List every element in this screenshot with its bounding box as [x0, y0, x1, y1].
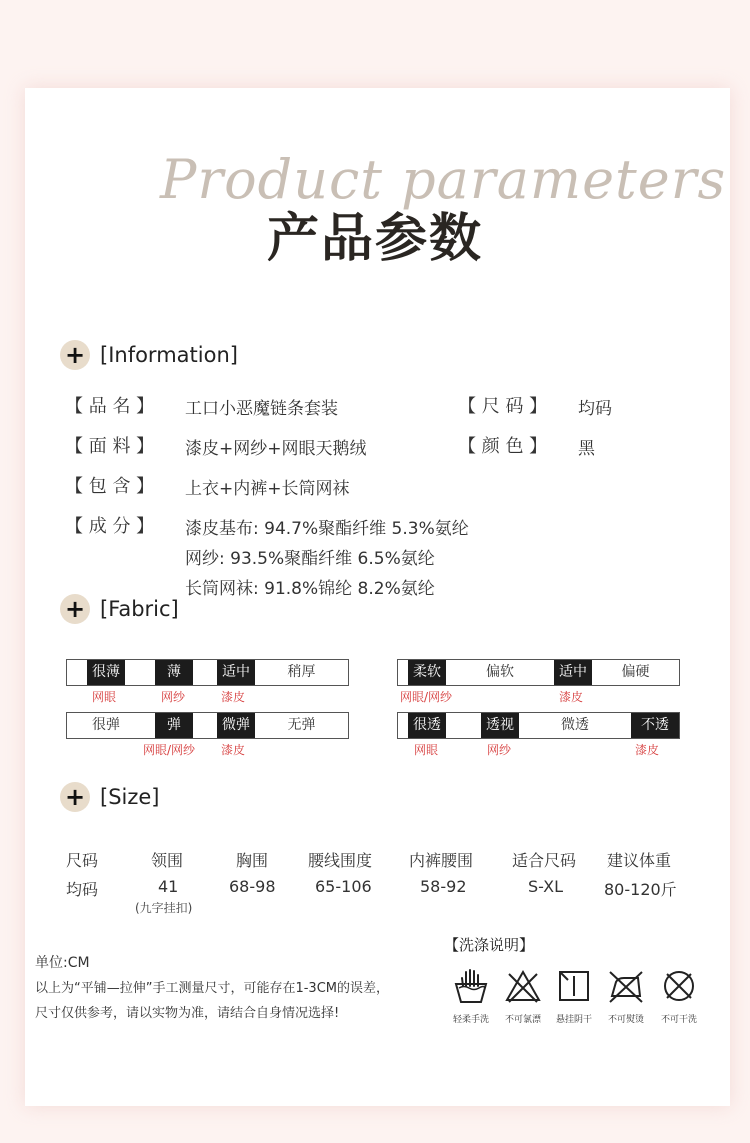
care-hand-wash — [448, 966, 494, 1025]
scale-cell: 透视 — [481, 713, 519, 738]
size-value: 58-92 — [420, 877, 467, 896]
scale-note: 网纱 — [161, 690, 186, 704]
size-value: S-XL — [528, 877, 564, 896]
care-no-iron — [603, 966, 649, 1025]
scale-elasticity — [66, 712, 349, 739]
hang-dry-shade-icon — [554, 966, 594, 1006]
scale-note: 网眼/网纱 — [400, 690, 453, 704]
page-title: 产品参数 — [266, 209, 483, 269]
scale-cell: 适中 — [217, 660, 255, 685]
size-header: 建议体重 — [607, 851, 672, 870]
size-header: 适合尺码 — [512, 851, 577, 870]
scale-thickness — [66, 659, 349, 686]
size-value: 均码 — [66, 880, 99, 899]
measure-note-1: 以上为“平铺—拉伸”手工测量尺寸，可能存在1-3CM的误差， — [35, 981, 389, 996]
section-title: [Information] — [100, 343, 238, 367]
scale-note: 网眼/网纱 — [143, 743, 196, 757]
care-label: 轻柔手洗 — [452, 1015, 489, 1025]
no-iron-icon — [606, 966, 646, 1006]
care-label: 不可干洗 — [660, 1015, 697, 1025]
section-title: [Fabric] — [100, 597, 179, 621]
section-information — [60, 340, 238, 370]
size-value: 41 — [158, 877, 179, 896]
value-baohan: 上衣+内裤+长筒网袜 — [185, 479, 350, 499]
scale-cell: 很薄 — [87, 660, 125, 685]
scale-cell: 适中 — [554, 660, 592, 685]
scale-note: 漆皮 — [221, 743, 246, 757]
scale-cell: 弹 — [155, 713, 193, 738]
key-baohan: 【 包 含 】 — [65, 476, 155, 497]
no-dry-clean-icon — [659, 966, 699, 1006]
scale-note: 漆皮 — [635, 743, 660, 757]
scale-cell: 很透 — [408, 713, 446, 738]
scale-cell: 薄 — [155, 660, 193, 685]
care-no-bleach — [500, 966, 546, 1025]
size-header: 领围 — [151, 851, 184, 870]
scale-cell: 微弹 — [217, 713, 255, 738]
value-chengfen-3: 长筒网袜: 91.8%锦纶 8.2%氨纶 — [185, 579, 435, 599]
value-chengfen-2: 网纱: 93.5%聚酯纤维 6.5%氨纶 — [185, 549, 435, 569]
size-header: 尺码 — [66, 851, 99, 870]
key-chengfen: 【 成 分 】 — [65, 516, 155, 537]
key-chima: 【 尺 码 】 — [458, 396, 548, 417]
size-header: 胸围 — [236, 851, 269, 870]
size-header: 腰线围度 — [308, 851, 373, 870]
scale-cell: 偏软 — [486, 664, 514, 680]
value-yanse: 黑 — [578, 439, 595, 459]
scale-note: 漆皮 — [559, 690, 584, 704]
scale-cell: 微透 — [561, 717, 589, 733]
section-fabric — [60, 594, 179, 624]
key-mianliao: 【 面 料 】 — [65, 436, 155, 457]
key-pinming: 【 品 名 】 — [65, 396, 155, 417]
size-value: 65-106 — [315, 877, 372, 896]
size-value: 80-120斤 — [604, 880, 677, 899]
script-title: Product parameters — [160, 148, 727, 211]
care-label: 悬挂阴干 — [555, 1015, 592, 1025]
scale-note: 网眼 — [414, 743, 439, 757]
size-value: 68-98 — [229, 877, 276, 896]
section-size — [60, 782, 160, 812]
scale-transparency — [397, 712, 680, 739]
hand-wash-icon — [451, 966, 491, 1006]
care-hang-dry — [551, 966, 597, 1025]
size-header: 内裤腰围 — [409, 851, 474, 870]
care-no-dry-clean — [656, 966, 702, 1025]
scale-note: 网眼 — [92, 690, 117, 704]
key-yanse: 【 颜 色 】 — [458, 436, 548, 457]
scale-cell: 偏硬 — [621, 664, 650, 680]
care-label: 不可氯漂 — [504, 1015, 541, 1025]
scale-softness — [397, 659, 680, 686]
scale-cell: 柔软 — [408, 660, 446, 685]
section-title: [Size] — [100, 785, 160, 809]
neck-note: (九字挂扣) — [135, 901, 193, 915]
value-chima: 均码 — [578, 399, 612, 419]
value-pinming: 工口小恶魔链条套装 — [185, 399, 338, 419]
measure-note-2: 尺寸仅供参考，请以实物为准，请结合自身情况选择! — [35, 1006, 340, 1021]
care-label: 不可熨烫 — [607, 1015, 644, 1025]
scale-cell: 不透 — [631, 713, 679, 738]
no-bleach-icon — [503, 966, 543, 1006]
scale-note: 网纱 — [487, 743, 512, 757]
value-mianliao: 漆皮+网纱+网眼天鹅绒 — [185, 439, 367, 459]
value-chengfen-1: 漆皮基布: 94.7%聚酯纤维 5.3%氨纶 — [185, 519, 469, 539]
plus-icon: + — [60, 340, 90, 370]
scale-cell: 无弹 — [287, 717, 316, 733]
plus-icon: + — [60, 782, 90, 812]
plus-icon: + — [60, 594, 90, 624]
scale-note: 漆皮 — [221, 690, 246, 704]
care-title: 【洗涤说明】 — [444, 936, 535, 954]
scale-cell: 很弹 — [92, 717, 120, 733]
scale-cell: 稍厚 — [287, 664, 316, 680]
unit-note: 单位:CM — [35, 955, 90, 971]
